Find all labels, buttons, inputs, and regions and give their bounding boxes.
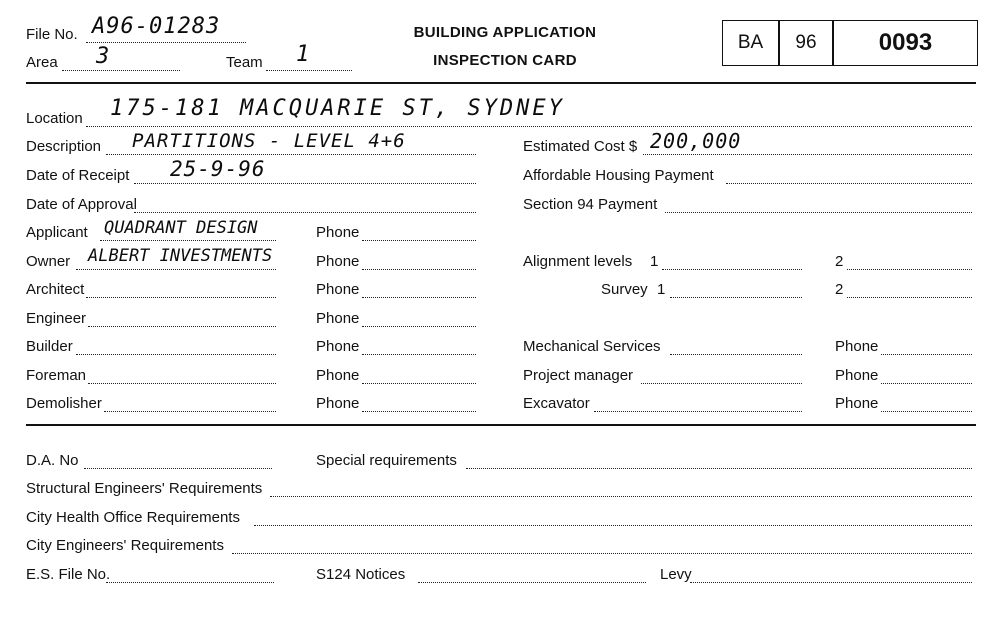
project-manager-phone-label: Phone xyxy=(835,367,879,384)
mechanical-services-label: Mechanical Services xyxy=(523,338,661,355)
special-requirements-label: Special requirements xyxy=(316,452,457,469)
survey-2-label: 2 xyxy=(835,281,844,298)
alignment-levels-label: Alignment levels xyxy=(523,253,633,270)
estimated-cost-value: 200,000 xyxy=(650,129,742,153)
ba-prefix: BA xyxy=(737,32,764,53)
file-no-line xyxy=(86,42,246,43)
foreman-line xyxy=(88,383,276,384)
owner-phone-line xyxy=(362,269,476,270)
city-engineers-label: City Engineers' Requirements xyxy=(26,537,224,554)
city-engineers-line xyxy=(232,553,972,554)
file-no-value: A96-01283 xyxy=(92,14,221,39)
location-label: Location xyxy=(26,110,83,127)
owner-value: ALBERT INVESTMENTS xyxy=(88,246,273,266)
engineer-label: Engineer xyxy=(26,310,87,327)
location-value: 175-181 MACQUARIE ST, SYDNEY xyxy=(110,96,565,121)
section94-line xyxy=(665,212,972,213)
applicant-value: QUADRANT DESIGN xyxy=(104,218,258,238)
estimated-cost-label: Estimated Cost $ xyxy=(523,138,638,155)
levy-line xyxy=(690,582,972,583)
applicant-phone-label: Phone xyxy=(316,224,360,241)
date-approval-line xyxy=(134,212,476,213)
description-value: PARTITIONS - LEVEL 4+6 xyxy=(132,130,406,152)
alignment-2-label: 2 xyxy=(835,253,844,270)
structural-engineers-line xyxy=(270,496,972,497)
es-file-no-label: E.S. File No. xyxy=(26,566,111,583)
builder-phone-label: Phone xyxy=(316,338,360,355)
alignment-1-line xyxy=(662,269,802,270)
builder-line xyxy=(76,354,276,355)
engineer-line xyxy=(88,326,276,327)
architect-phone-line xyxy=(362,297,476,298)
owner-label: Owner xyxy=(26,253,71,270)
s124-notices-line xyxy=(418,582,646,583)
excavator-phone-label: Phone xyxy=(835,395,879,412)
architect-label: Architect xyxy=(26,281,85,298)
mechanical-phone-line xyxy=(881,354,972,355)
applicant-line xyxy=(100,240,276,241)
demolisher-phone-label: Phone xyxy=(316,395,360,412)
survey-2-line xyxy=(847,297,972,298)
architect-line xyxy=(86,297,276,298)
team-line xyxy=(266,70,352,71)
structural-engineers-label: Structural Engineers' Requirements xyxy=(26,480,263,497)
ba-number: 0093 xyxy=(878,29,933,56)
applicant-phone-line xyxy=(362,240,476,241)
excavator-phone-line xyxy=(881,411,972,412)
alignment-1-label: 1 xyxy=(650,253,659,270)
da-no-label: D.A. No xyxy=(26,452,79,469)
builder-phone-line xyxy=(362,354,476,355)
affordable-housing-line xyxy=(726,183,972,184)
special-requirements-line xyxy=(466,468,972,469)
date-approval-label: Date of Approval xyxy=(26,196,137,213)
ba-number-box xyxy=(722,20,978,66)
mechanical-phone-label: Phone xyxy=(835,338,879,355)
engineer-phone-label: Phone xyxy=(316,310,360,327)
file-no-label: File No. xyxy=(26,26,78,43)
area-label: Area xyxy=(26,54,58,71)
foreman-phone-label: Phone xyxy=(316,367,360,384)
architect-phone-label: Phone xyxy=(316,281,360,298)
mechanical-services-line xyxy=(670,354,802,355)
date-receipt-value: 25-9-96 xyxy=(170,157,266,181)
s124-notices-label: S124 Notices xyxy=(316,566,406,583)
city-health-label: City Health Office Requirements xyxy=(26,509,240,526)
team-label: Team xyxy=(226,54,263,71)
card-title-line2: INSPECTION CARD xyxy=(433,52,577,69)
project-manager-phone-line xyxy=(881,383,972,384)
city-health-line xyxy=(254,525,972,526)
foreman-label: Foreman xyxy=(26,367,87,384)
section94-label: Section 94 Payment xyxy=(523,196,658,213)
project-manager-label: Project manager xyxy=(523,367,634,384)
card-title-line1: BUILDING APPLICATION xyxy=(413,24,597,41)
survey-1-label: 1 xyxy=(657,281,666,298)
date-receipt-label: Date of Receipt xyxy=(26,167,130,184)
builder-label: Builder xyxy=(26,338,73,355)
foreman-phone-line xyxy=(362,383,476,384)
date-receipt-line xyxy=(134,183,476,184)
estimated-cost-line xyxy=(643,154,972,155)
excavator-line xyxy=(594,411,802,412)
excavator-label: Excavator xyxy=(523,395,590,412)
survey-1-line xyxy=(670,297,802,298)
demolisher-phone-line xyxy=(362,411,476,412)
da-no-line xyxy=(84,468,272,469)
area-value: 3 xyxy=(96,44,111,69)
alignment-2-line xyxy=(847,269,972,270)
project-manager-line xyxy=(641,383,802,384)
affordable-housing-label: Affordable Housing Payment xyxy=(523,167,714,184)
header-rule xyxy=(26,82,976,84)
applicant-label: Applicant xyxy=(26,224,88,241)
owner-line xyxy=(76,269,276,270)
survey-label: Survey xyxy=(601,281,648,298)
engineer-phone-line xyxy=(362,326,476,327)
description-label: Description xyxy=(26,138,102,155)
footer-rule xyxy=(26,424,976,426)
area-line xyxy=(62,70,180,71)
demolisher-line xyxy=(104,411,276,412)
team-value: 1 xyxy=(296,42,311,67)
ba-year: 96 xyxy=(795,32,817,53)
location-line xyxy=(86,126,972,127)
es-file-no-line xyxy=(106,582,274,583)
description-line xyxy=(106,154,476,155)
levy-label: Levy xyxy=(660,566,692,583)
demolisher-label: Demolisher xyxy=(26,395,102,412)
owner-phone-label: Phone xyxy=(316,253,360,270)
